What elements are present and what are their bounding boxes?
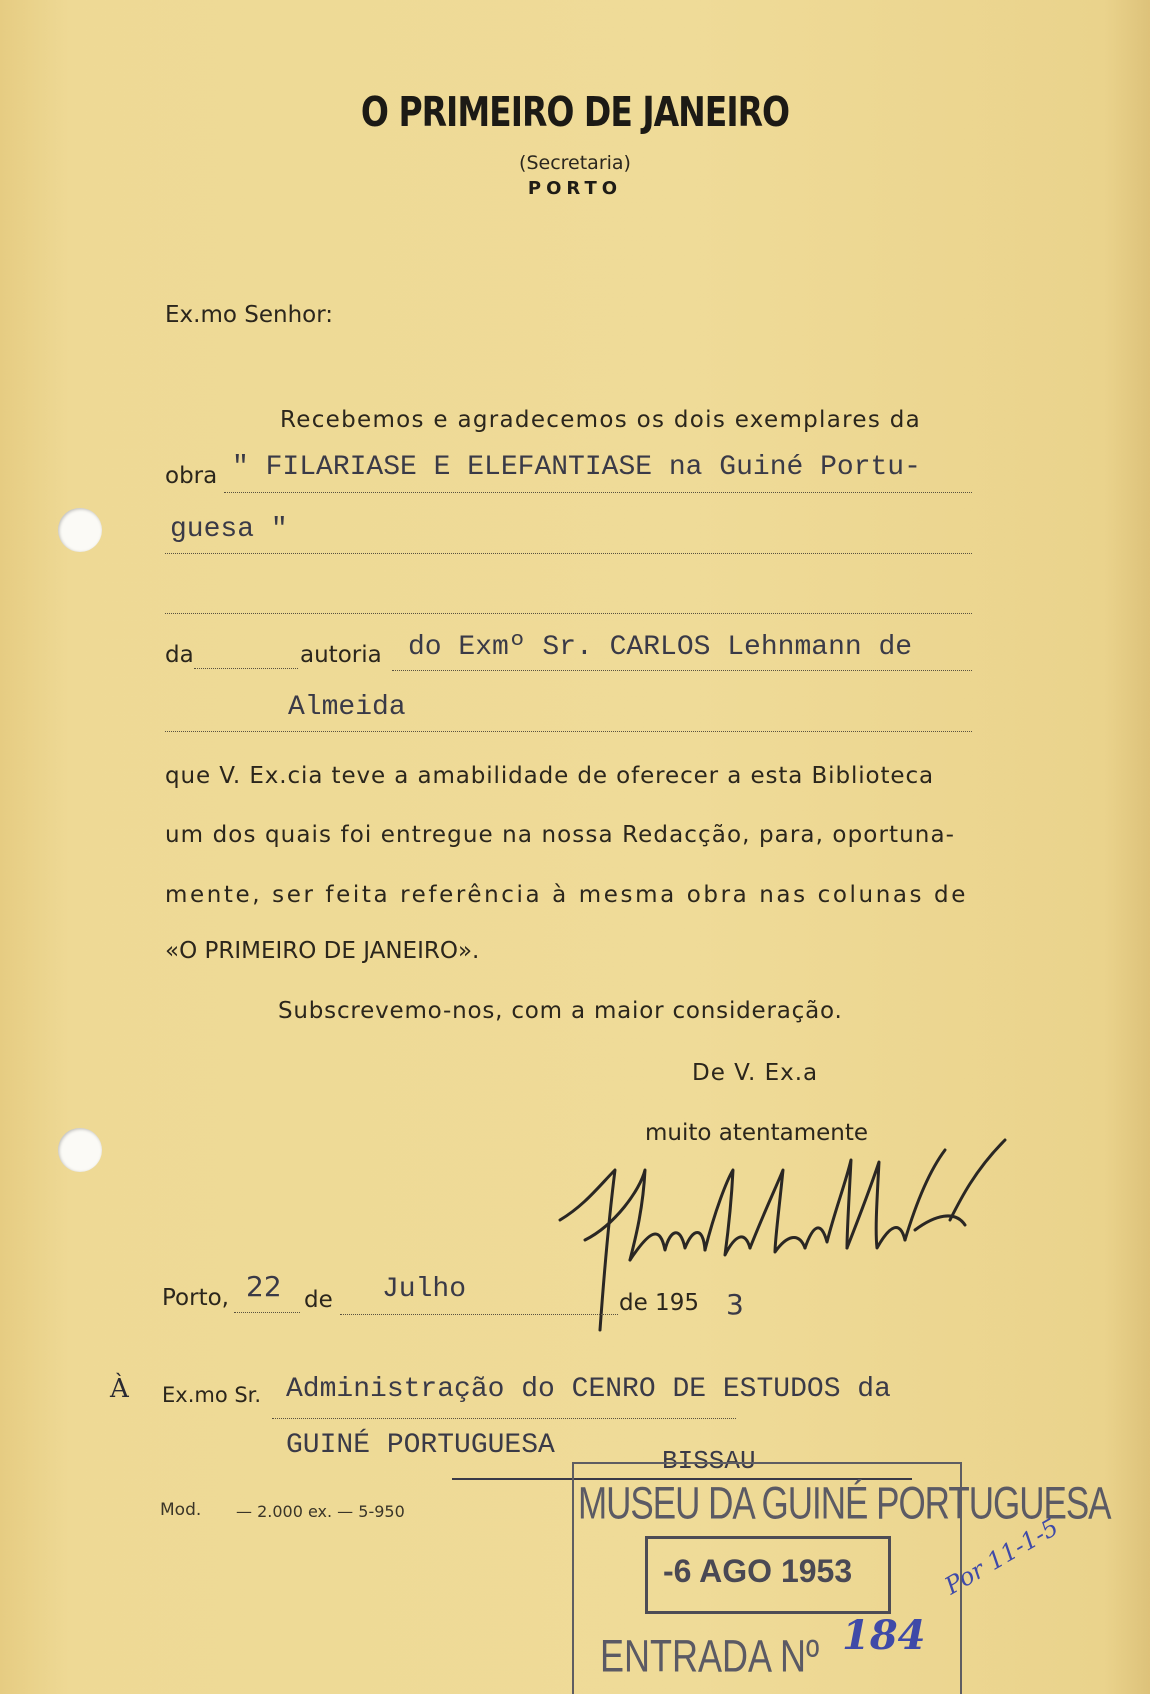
obra-label: obra	[165, 463, 218, 489]
body-para-2: um dos quais foi entregue na nossa Redacção, para, oportuna-	[165, 822, 956, 848]
body-para-4: «O PRIMEIRO DE JANEIRO».	[165, 938, 480, 964]
de-vex-line: De V. Ex.a	[692, 1060, 819, 1086]
author-line-1: do Exmº Sr. CARLOS Lehnmann de	[408, 632, 913, 663]
stamp-museum-name: MUSEU DA GUINÉ PORTUGUESA	[578, 1478, 1111, 1529]
newspaper-masthead: O PRIMEIRO DE JANEIRO	[360, 87, 790, 136]
stamp-entry-number: 184	[842, 1612, 926, 1659]
date-year-digit: 3	[726, 1288, 744, 1321]
da-label: da	[165, 642, 194, 668]
recipient-line-1: Administração do CENRO DE ESTUDOS da	[286, 1374, 891, 1405]
date-day-dotted-line	[234, 1312, 300, 1313]
binder-hole-top	[58, 508, 102, 552]
autoria-dotted-line	[392, 670, 972, 671]
date-de-label: de	[304, 1287, 333, 1313]
obra-dotted-line-2	[165, 553, 972, 554]
obra-dotted-line	[224, 492, 972, 493]
atentamente-line: muito atentamente	[645, 1120, 869, 1146]
autoria-label: autoria	[300, 642, 382, 668]
date-city-label: Porto,	[162, 1285, 229, 1311]
author-line-2: Almeida	[288, 692, 406, 723]
body-para-3: mente, ser feita referência à mesma obra nas colunas de	[165, 882, 969, 908]
stamp-entrada-label: ENTRADA Nº	[600, 1630, 820, 1682]
date-day: 22	[246, 1270, 282, 1303]
da-dotted-line	[194, 668, 298, 669]
city-label: PORTO	[527, 178, 623, 199]
recipient-place: BISSAU	[662, 1446, 756, 1476]
recipient-line-2: GUINÉ PORTUGUESA	[286, 1430, 555, 1461]
recipient-dotted-line	[272, 1418, 736, 1419]
salutation: Ex.mo Senhor:	[165, 302, 334, 328]
body-para-1: que V. Ex.cia teve a amabilidade de oferecer a esta Biblioteca	[165, 763, 935, 789]
footer-mod: Mod.	[160, 1500, 202, 1520]
body-line-1: Recebemos e agradecemos os dois exemplares da	[280, 407, 922, 433]
stamp-annotation: Por 11-1-5	[940, 1512, 1064, 1601]
date-year-prefix: de 195	[619, 1290, 699, 1316]
recipient-a-prefix: À	[110, 1374, 129, 1404]
recipient-exmo: Ex.mo Sr.	[162, 1383, 262, 1407]
blank-dotted-line	[165, 613, 972, 614]
footer-print-run: — 2.000 ex. — 5-950	[236, 1502, 405, 1521]
binder-hole-bottom	[58, 1128, 102, 1172]
author-dotted-line-2	[165, 731, 972, 732]
stamp-date: -6 AGO 1953	[663, 1553, 853, 1589]
obra-title-line-1: " FILARIASE E ELEFANTIASE na Guiné Portu-	[232, 452, 921, 483]
date-month: Julho	[382, 1274, 467, 1305]
obra-title-line-2: guesa "	[170, 514, 288, 545]
department-label: (Secretaria)	[519, 152, 631, 174]
closing-line: Subscrevemo-nos, com a maior consideração.	[278, 998, 843, 1024]
date-month-dotted-line	[340, 1314, 618, 1315]
